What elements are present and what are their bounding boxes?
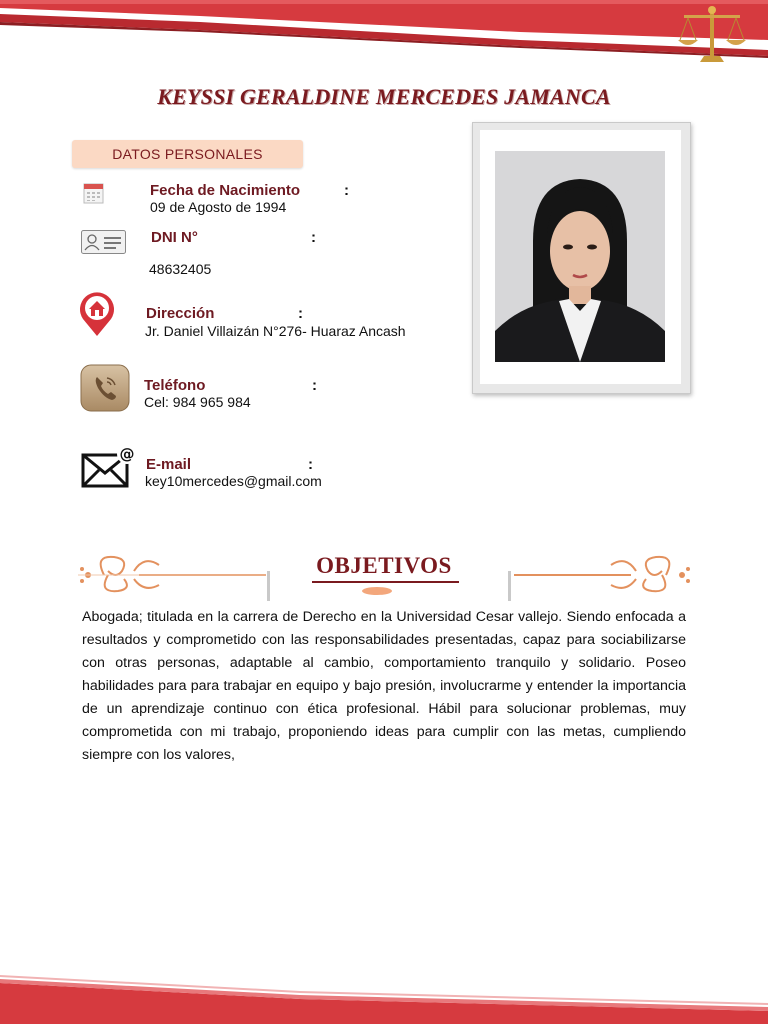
- address-colon: :: [298, 305, 303, 322]
- header-band: [0, 0, 768, 60]
- location-pin-icon: [78, 291, 116, 337]
- objectives-title: OBJETIVOS: [316, 553, 452, 578]
- candidate-name: KEYSSI GERALDINE MERCEDES JAMANCA: [157, 84, 611, 109]
- objectives-text: Abogada; titulada en la carrera de Derecho en la Universidad Cesar vallejo. Siendo enfocada a resultados y comprometido con las responsabilidades presentadas, capaz para sociabilizarse con otras personas, adaptable al cambio, comportamiento tranquilo y solidario. Poseo habilidades para para trabajar en equipo y bajo presión, involucrarme y entender la importancia de un aprendizaje continuo con ética profesional. Hábil para solucionar problemas, muy comprometida con mi trabajo, proponiendo ideas para cumplir con las metas, cumpliendo siempre con los valores,: [82, 609, 686, 763]
- calendar-icon: [83, 182, 104, 204]
- birth-colon: :: [344, 182, 349, 199]
- phone-colon: :: [312, 377, 317, 394]
- dni-colon: :: [311, 229, 316, 246]
- phone-value: Cel: 984 965 984: [144, 394, 251, 410]
- personal-data-heading: DATOS PERSONALES: [72, 140, 303, 168]
- address-value: Jr. Daniel Villaizán N°276- Huaraz Ancash: [145, 323, 406, 339]
- birth-value: 09 de Agosto de 1994: [150, 199, 287, 215]
- address-label: Dirección: [146, 305, 215, 322]
- phone-label: Teléfono: [144, 377, 206, 394]
- id-card-icon: [81, 230, 126, 254]
- profile-photo: [495, 151, 665, 362]
- email-icon: [81, 443, 137, 489]
- birth-label: Fecha de Nacimiento: [150, 182, 301, 199]
- scales-of-justice-icon: [676, 4, 748, 66]
- dni-label: DNI N°: [151, 229, 198, 246]
- phone-icon: [80, 364, 130, 412]
- email-colon: :: [308, 456, 313, 473]
- email-value: key10mercedes@gmail.com: [145, 473, 322, 489]
- dni-value: 48632405: [149, 261, 212, 277]
- footer-band: [0, 975, 768, 1024]
- email-label: E-mail: [146, 456, 192, 473]
- svg-text:@: @: [119, 445, 135, 463]
